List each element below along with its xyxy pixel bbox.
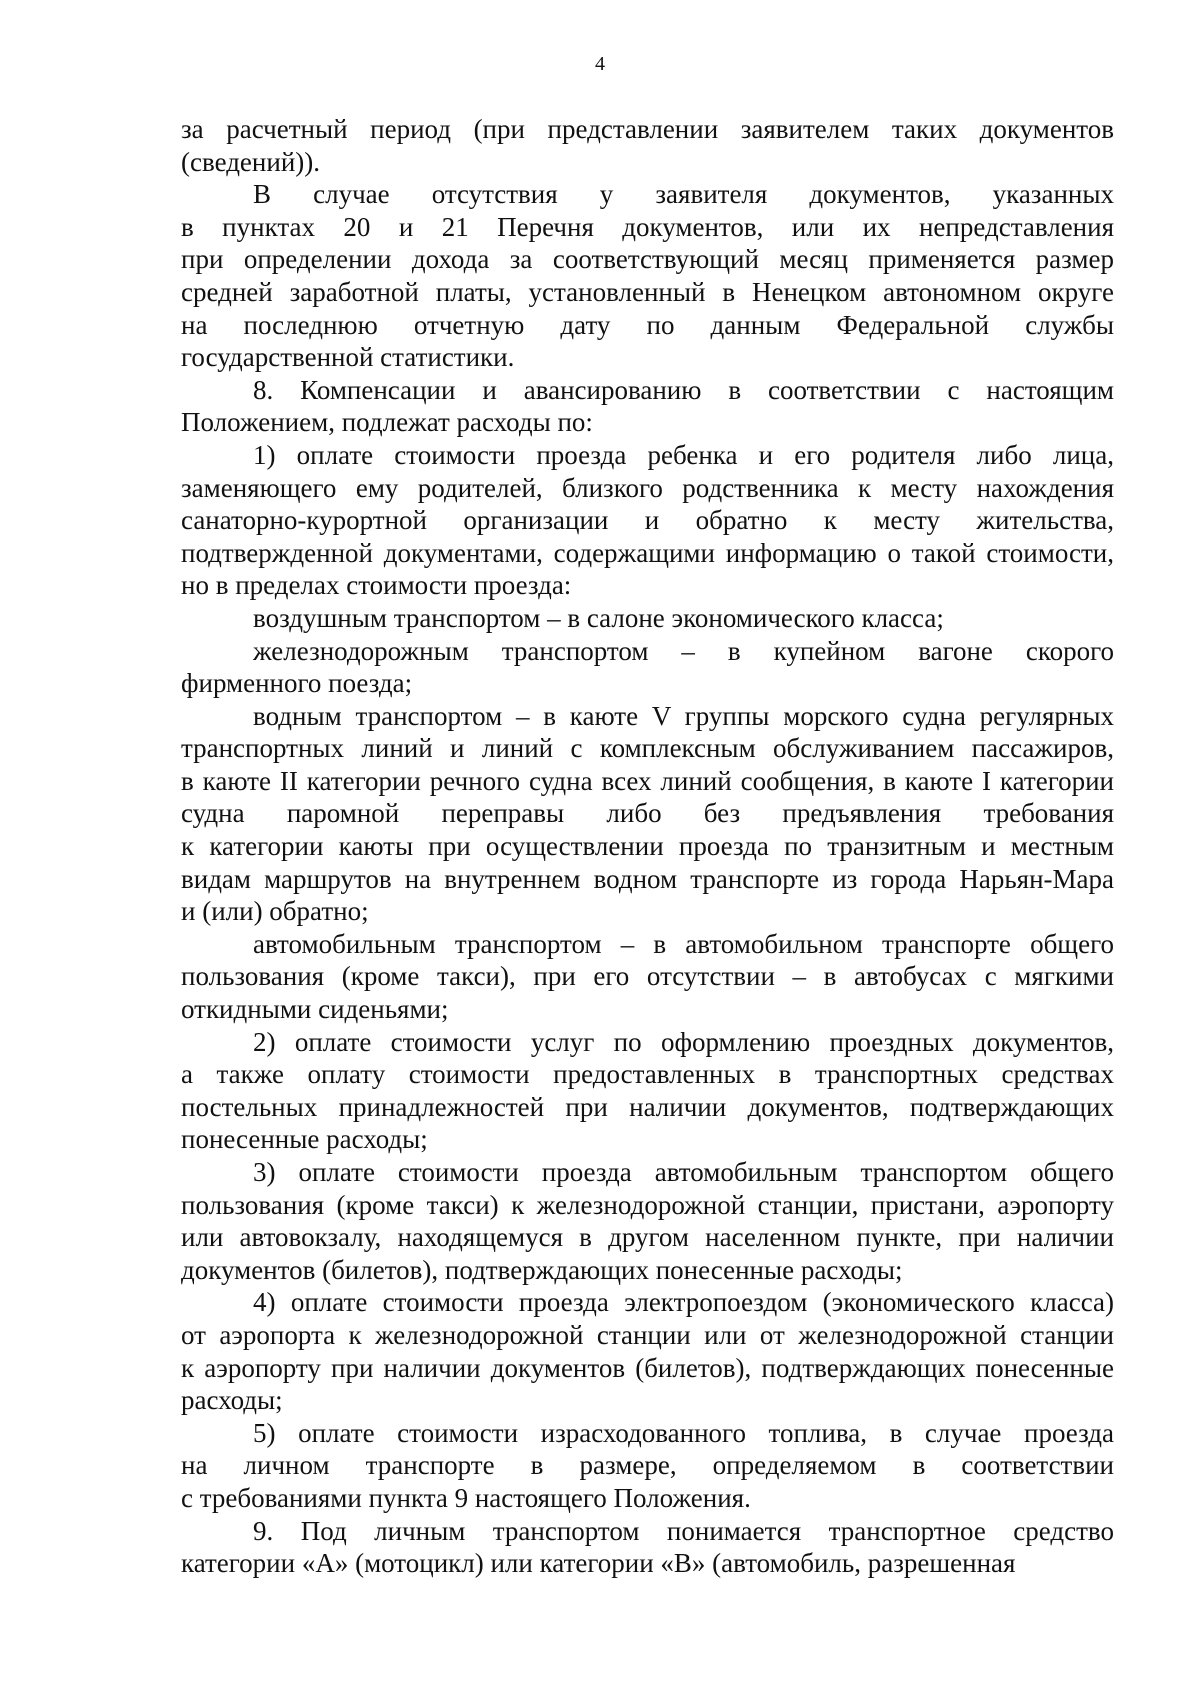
text-line: или автовокзалу, находящемуся в другом населенном пункте, при наличии: [181, 1222, 1114, 1253]
text-line: а также оплату стоимости предоставленных в транспортных средствах: [181, 1059, 1114, 1090]
document-body: [181, 113, 1114, 1580]
text-line: от аэропорта к железнодорожной станции или от железнодорожной станции: [181, 1319, 1114, 1350]
text-line: воздушным транспортом – в салоне экономического класса;: [253, 602, 944, 633]
text-line: и (или) обратно;: [181, 896, 369, 927]
text-line: санаторно-курортной организации и обратно к месту жительства,: [181, 505, 1114, 536]
paragraph: [181, 635, 1114, 700]
text-line: при определении дохода за соответствующий месяц применяется размер: [181, 244, 1114, 275]
text-line: 1) оплате стоимости проезда ребенка и его родителя либо лица,: [253, 439, 1114, 470]
text-line: подтвержденной документами, содержащими информацию о такой стоимости,: [181, 537, 1114, 568]
text-line: за расчетный период (при представлении заявителем таких документов: [181, 114, 1114, 144]
paragraph: [181, 602, 1114, 635]
text-line: документов (билетов), подтверждающих понесенные расходы;: [181, 1254, 903, 1285]
text-line: (сведений)).: [181, 146, 320, 177]
paragraph: [181, 113, 1114, 178]
text-line: 9. Под личным транспортом понимается транспортное средство: [253, 1515, 1114, 1546]
paragraph: [181, 1417, 1114, 1515]
paragraph: [181, 1515, 1114, 1580]
paragraph: [181, 1286, 1114, 1416]
text-line: категории «А» (мотоцикл) или категории «В» (автомобиль, разрешенная: [181, 1548, 1016, 1579]
text-line: на последнюю отчетную дату по данным Федеральной службы: [181, 309, 1114, 340]
text-line: судна паромной переправы либо без предъявления требования: [181, 798, 1114, 829]
text-line: расходы;: [181, 1385, 283, 1416]
text-line: В случае отсутствия у заявителя документов, указанных: [253, 179, 1114, 210]
text-line: заменяющего ему родителей, близкого родственника к месту нахождения: [181, 472, 1114, 503]
text-line: транспортных линий и линий с комплексным обслуживанием пассажиров,: [181, 733, 1114, 764]
text-line: автомобильным транспортом – в автомобильном транспорте общего: [253, 928, 1114, 959]
text-line: но в пределах стоимости проезда:: [181, 570, 572, 601]
text-line: постельных принадлежностей при наличии документов, подтверждающих: [181, 1091, 1114, 1122]
paragraph: [181, 1156, 1114, 1286]
text-line: 2) оплате стоимости услуг по оформлению проездных документов,: [253, 1026, 1114, 1057]
text-line: 8. Компенсации и авансированию в соответствии с настоящим: [253, 374, 1114, 405]
text-line: видам маршрутов на внутреннем водном транспорте из города Нарьян-Мара: [181, 863, 1114, 894]
paragraph: [181, 928, 1114, 1026]
text-line: водным транспортом – в каюте V группы морского судна регулярных: [253, 700, 1114, 731]
text-line: пользования (кроме такси) к железнодорожной станции, пристани, аэропорту: [181, 1189, 1114, 1220]
text-line: откидными сиденьями;: [181, 994, 449, 1025]
text-line: железнодорожным транспортом – в купейном вагоне скорого: [253, 635, 1114, 666]
paragraph: [181, 700, 1114, 928]
text-line: фирменного поезда;: [181, 668, 413, 699]
text-line: 5) оплате стоимости израсходованного топлива, в случае проезда: [253, 1417, 1114, 1448]
paragraph: [181, 439, 1114, 602]
text-line: к аэропорту при наличии документов (билетов), подтверждающих понесенные: [181, 1352, 1114, 1383]
text-line: в пунктах 20 и 21 Перечня документов, или их непредставления: [181, 211, 1114, 242]
text-line: пользования (кроме такси), при его отсутствии – в автобусах с мягкими: [181, 961, 1114, 992]
text-line: понесенные расходы;: [181, 1124, 428, 1155]
text-line: 4) оплате стоимости проезда электропоездом (экономического класса): [253, 1287, 1114, 1318]
text-line: на личном транспорте в размере, определяемом в соответствии: [181, 1450, 1114, 1481]
text-line: к категории каюты при осуществлении проезда по транзитным и местным: [181, 831, 1114, 862]
text-line: Положением, подлежат расходы по:: [181, 407, 593, 438]
text-line: средней заработной платы, установленный в Ненецком автономном округе: [181, 276, 1114, 307]
page-number: 4: [595, 53, 605, 75]
paragraph: [181, 1026, 1114, 1156]
paragraph: [181, 374, 1114, 439]
text-line: с требованиями пункта 9 настоящего Положения.: [181, 1482, 751, 1513]
text-line: 3) оплате стоимости проезда автомобильным транспортом общего: [253, 1157, 1114, 1187]
paragraph: [181, 178, 1114, 374]
text-line: государственной статистики.: [181, 342, 515, 373]
text-line: в каюте II категории речного судна всех линий сообщения, в каюте I категории: [181, 765, 1114, 796]
